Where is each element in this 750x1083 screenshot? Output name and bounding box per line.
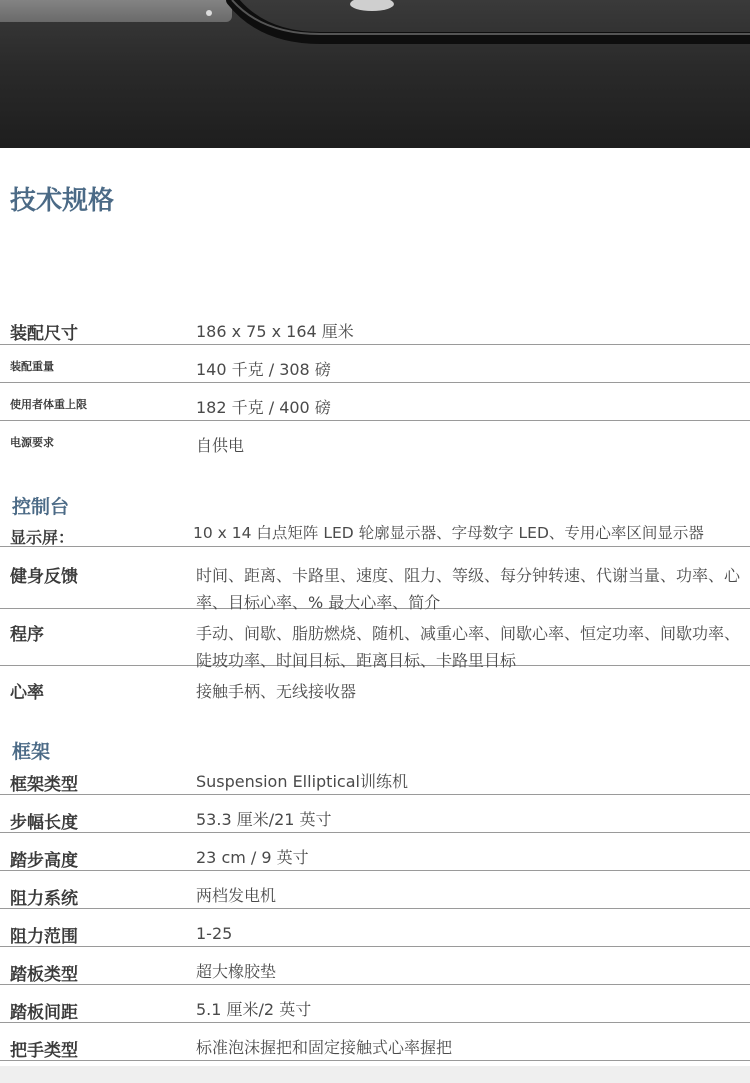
- spec-value: 接触手柄、无线接收器: [196, 682, 357, 701]
- spec-value: 自供电: [196, 436, 245, 455]
- frame-row: [0, 920, 750, 947]
- frame-row: [0, 1034, 750, 1061]
- spec-label: 心率: [10, 683, 44, 703]
- spec-label: 装配重量: [10, 360, 54, 373]
- frame-row: [0, 958, 750, 985]
- spec-label: 程序: [10, 625, 44, 645]
- spec-value: 超大橡胶垫: [196, 962, 277, 981]
- spec-value: 182 千克 / 400 磅: [196, 398, 331, 417]
- spec-row: [0, 356, 750, 383]
- handlebar-graphic: [0, 0, 750, 148]
- spec-label: 使用者体重上限: [10, 398, 87, 411]
- spec-value: 1-25: [196, 924, 233, 943]
- product-photo: [0, 0, 750, 148]
- spec-label: 踏板间距: [10, 1003, 78, 1023]
- spec-label: 电源要求: [10, 436, 54, 449]
- page-title: 技术规格: [10, 186, 115, 216]
- frame-row: [0, 806, 750, 833]
- footer-strip: [0, 1066, 750, 1083]
- spec-label: 显示屏：: [10, 528, 75, 547]
- spec-value: 10 x 14 白点矩阵 LED 轮廓显示器、字母数字 LED、专用心率区间显示器: [193, 524, 704, 542]
- spec-label: 把手类型: [10, 1041, 78, 1061]
- spec-value: 两档发电机: [196, 886, 277, 905]
- spec-label: 框架类型: [10, 775, 78, 795]
- spec-row: [0, 432, 750, 459]
- spec-label: 阻力系统: [10, 889, 78, 909]
- console-row: [0, 678, 750, 705]
- spec-label: 健身反馈: [10, 567, 78, 587]
- frame-row: [0, 996, 750, 1023]
- frame-row: [0, 882, 750, 909]
- spec-value: 手动、间歇、脂肪燃烧、随机、减重心率、间歇心率、恒定功率、间歇功率、陡坡功率、时间目标、距离目标、卡路里目标: [196, 624, 741, 670]
- frame-row: [0, 768, 750, 795]
- spec-value: 186 x 75 x 164 厘米: [196, 322, 354, 341]
- spec-value: 23 cm / 9 英寸: [196, 848, 309, 867]
- spec-label: 步幅长度: [10, 813, 78, 833]
- frame-row: [0, 844, 750, 871]
- spec-row: [0, 394, 750, 421]
- spec-value: 140 千克 / 308 磅: [196, 360, 331, 379]
- spec-value: Suspension Elliptical训练机: [196, 772, 408, 791]
- spec-value: 53.3 厘米/21 英寸: [196, 810, 332, 829]
- section-heading-console: 控制台: [12, 496, 70, 518]
- console-row: [0, 562, 750, 612]
- spec-label: 阻力范围: [10, 927, 78, 947]
- spec-label: 踏板类型: [10, 965, 78, 985]
- spec-label: 踏步高度: [10, 851, 78, 871]
- console-row: [0, 520, 750, 547]
- console-row: [0, 620, 750, 670]
- spec-label: 装配尺寸: [10, 324, 78, 344]
- section-heading-frame: 框架: [12, 741, 51, 763]
- spec-value: 5.1 厘米/2 英寸: [196, 1000, 312, 1019]
- spec-value: 标准泡沫握把和固定接触式心率握把: [196, 1038, 453, 1057]
- spec-value: 时间、距离、卡路里、速度、阻力、等级、每分钟转速、代谢当量、功率、心率、目标心率、% 最大心率、简介: [196, 566, 741, 612]
- spec-row: [0, 318, 750, 345]
